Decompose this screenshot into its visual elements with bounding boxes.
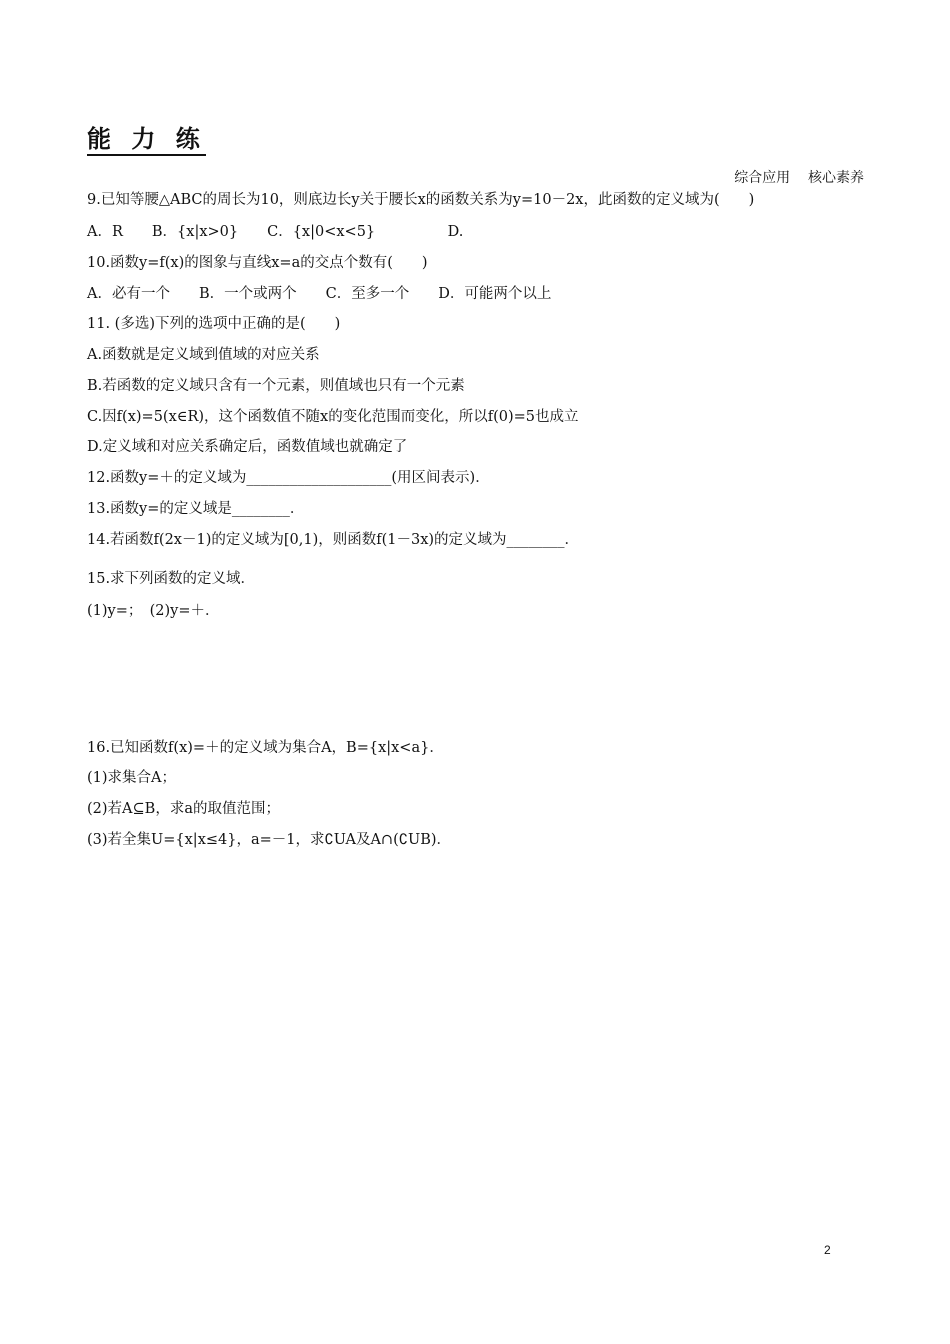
question-12: 12.函数y=＋的定义域为____________________(用区间表示)． [87,470,490,486]
question-14: 14.若函数f(2x－1)的定义域为[0,1)，则函数f(1－3x)的定义域为________． [87,532,580,548]
question-11-option-c: C.因f(x)=5(x∈R)，这个函数值不随x的变化范围而变化，所以f(0)=5也成立 [87,409,579,425]
question-11-option-a: A.函数就是定义域到值域的对应关系 [87,347,320,363]
question-11-option-d: D.定义域和对应关系确定后，函数值域也就确定了 [87,439,408,455]
question-16-stem: 16.已知函数f(x)=＋的定义域为集合A，B={x|x<a}． [87,740,444,756]
question-13: 13.函数y=的定义域是________． [87,501,305,517]
question-16-part-3: (3)若全集U={x|x≤4}，a=－1，求∁UA及A∩(∁UB)． [87,832,452,848]
question-10-options: A．必有一个 B．一个或两个 C．至多一个 D．可能两个以上 [87,286,552,302]
question-15-stem: 15.求下列函数的定义域． [87,571,256,587]
question-16-part-2: (2)若A⊆B，求a的取值范围； [87,801,280,817]
question-11-stem: 11. (多选)下列的选项中正确的是( ) [87,316,341,332]
section-title: 能 力 练 [87,124,206,156]
question-9-options: A．R B．{x|x>0} C．{x|0<x<5} D. [87,224,464,240]
question-10-stem: 10.函数y=f(x)的图象与直线x=a的交点个数有( ) [87,255,428,271]
section-subtitle: 综合应用 核心素养 [734,170,864,186]
question-15-parts: (1)y=； (2)y=＋． [87,603,220,619]
question-11-option-b: B.若函数的定义域只含有一个元素，则值域也只有一个元素 [87,378,465,394]
page-number: 2 [824,1243,831,1257]
question-9-stem: 9.已知等腰△ABC的周长为10，则底边长y关于腰长x的函数关系为y=10－2x，此函数的定义域为( ) [87,192,755,208]
question-16-part-1: (1)求集合A； [87,770,177,786]
